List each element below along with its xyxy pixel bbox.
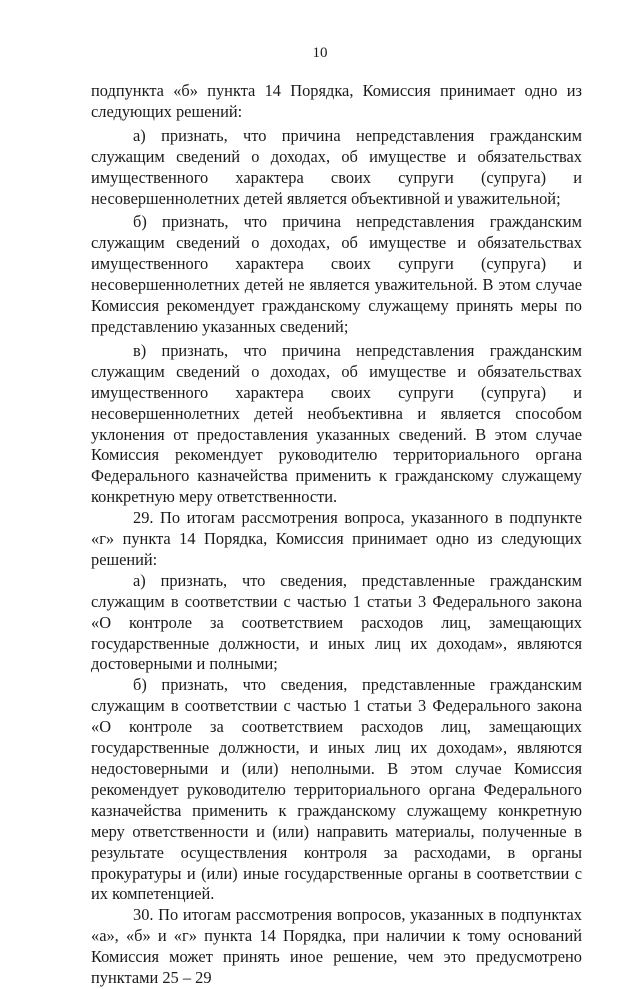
document-body [91, 81, 582, 989]
paragraph-29b: б) признать, что сведения, представленные гражданским служащим в соответствии с частью 1 статьи 3 Федерального закона «О контроле за соответствием расходов лиц, замещающих государственные должности, и иных лиц их доходам», являются недостоверными и (или) неполными. В этом случае Комиссия рекомендует руководителю территориального органа Федерального казначейства применить к гражданскому служащему конкретную меру ответственности и (или) направить материалы, полученные в результате осуществления контроля за расходами, в органы прокуратуры и (или) иные государственные органы в соответствии с их компетенцией. [91, 675, 582, 904]
paragraph-28c: в) признать, что причина непредставления гражданским служащим сведений о доходах, об имуществе и обязательствах имущественного характера своих супруги (супруга) и несовершеннолетних детей необъективна и является способом уклонения от предоставления указанных сведений. В этом случае Комиссия рекомендует руководителю территориального органа Федерального казначейства применить к гражданскому служащему конкретную меру ответственности. [91, 340, 582, 507]
paragraph-30: 30. По итогам рассмотрения вопросов, указанных в подпунктах «а», «б» и «г» пункта 14 Порядка, при наличии к тому оснований Комиссия может принять иное решение, чем это предусмотрено пунктами 25 – 29 [91, 905, 582, 988]
paragraph-29: 29. По итогам рассмотрения вопроса, указанного в подпункте «г» пункта 14 Порядка, Комиссия принимает одно из следующих решений: [91, 508, 582, 569]
paragraph-continuation: подпункта «б» пункта 14 Порядка, Комиссия принимает одно из следующих решений: [91, 81, 582, 121]
paragraph-29a: а) признать, что сведения, представленные гражданским служащим в соответствии с частью 1 статьи 3 Федерального закона «О контроле за соответствием расходов лиц, замещающих государственные должности, и иных лиц их доходам», являются достоверными и полными; [91, 570, 582, 674]
page-number: 10 [312, 45, 328, 61]
paragraph-28a: а) признать, что причина непредставления гражданским служащим сведений о доходах, об имуществе и обязательствах имущественного характера своих супруги (супруга) и несовершеннолетних детей является объективной и уважительной; [91, 125, 582, 208]
paragraph-28b: б) признать, что причина непредставления гражданским служащим сведений о доходах, об имуществе и обязательствах имущественного характера своих супруги (супруга) и несовершеннолетних детей не является уважительной. В этом случае Комиссия рекомендует гражданскому служащему принять меры по представлению указанных сведений; [91, 212, 582, 336]
